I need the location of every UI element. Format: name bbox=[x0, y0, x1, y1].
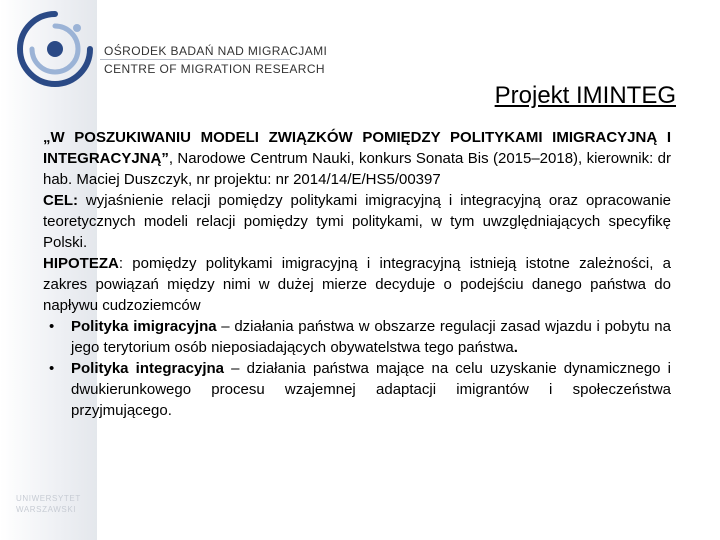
university-watermark bbox=[16, 493, 81, 515]
list-item bbox=[43, 316, 671, 358]
slide-content bbox=[43, 127, 671, 421]
goal-paragraph bbox=[43, 190, 671, 253]
bullet-text: – działania państwa w obszarze regulacji zasad wjazdu i pobytu na jego terytorium osób nieposiadających obywatelstwa tego państwa bbox=[71, 318, 671, 356]
project-paragraph bbox=[43, 127, 671, 190]
hypothesis-label: HIPOTEZA bbox=[43, 255, 119, 272]
goal-label: CEL: bbox=[43, 192, 78, 209]
list-item bbox=[43, 358, 671, 421]
org-name-english: CENTRE OF MIGRATION RESEARCH bbox=[104, 62, 325, 76]
institute-logo-icon bbox=[14, 8, 96, 90]
header-divider bbox=[100, 59, 290, 60]
hypothesis-text: : pomiędzy politykami imigracyjną i integracyjną istnieją istotne zależności, a zakres powiązań między nimi w dużej mierze decyduje o podejściu danego państwa do napływu cudzoziemców bbox=[43, 255, 671, 314]
university-line-1: UNIWERSYTET bbox=[16, 494, 81, 503]
bullet-term: Polityka integracyjna bbox=[71, 360, 225, 377]
hypothesis-paragraph bbox=[43, 253, 671, 316]
bullet-term: Polityka imigracyjna bbox=[71, 318, 217, 335]
goal-text: wyjaśnienie relacji pomiędzy politykami imigracyjną i integracyjną oraz opracowanie teoretycznych modeli relacji pomiędzy tymi politykami, w tym uwzględniających specyfikę Polski. bbox=[43, 192, 671, 251]
project-name: „W POSZUKIWANIU MODELI ZWIĄZKÓW POMIĘDZY POLITYKAMI IMIGRACYJNĄ I INTEGRACYJNĄ” bbox=[43, 129, 671, 167]
university-line-2: WARSZAWSKI bbox=[16, 505, 77, 514]
project-details: , Narodowe Centrum Nauki, konkurs Sonata Bis (2015–2018), kierownik: dr hab. Maciej Duszczyk, nr projektu: nr 2014/14/E/HS5/00397 bbox=[43, 150, 671, 188]
definition-list bbox=[43, 316, 671, 421]
bullet-tail: . bbox=[513, 339, 518, 356]
org-name-polish: OŚRODEK BADAŃ NAD MIGRACJAMI bbox=[104, 44, 328, 58]
bullet-text: – działania państwa mające na celu uzyskanie dynamicznego i dwukierunkowego procesu wzajemnej adaptacji imigrantów i społeczeństwa przyjmującego. bbox=[71, 360, 671, 419]
slide-title: Projekt IMINTEG bbox=[494, 82, 676, 109]
